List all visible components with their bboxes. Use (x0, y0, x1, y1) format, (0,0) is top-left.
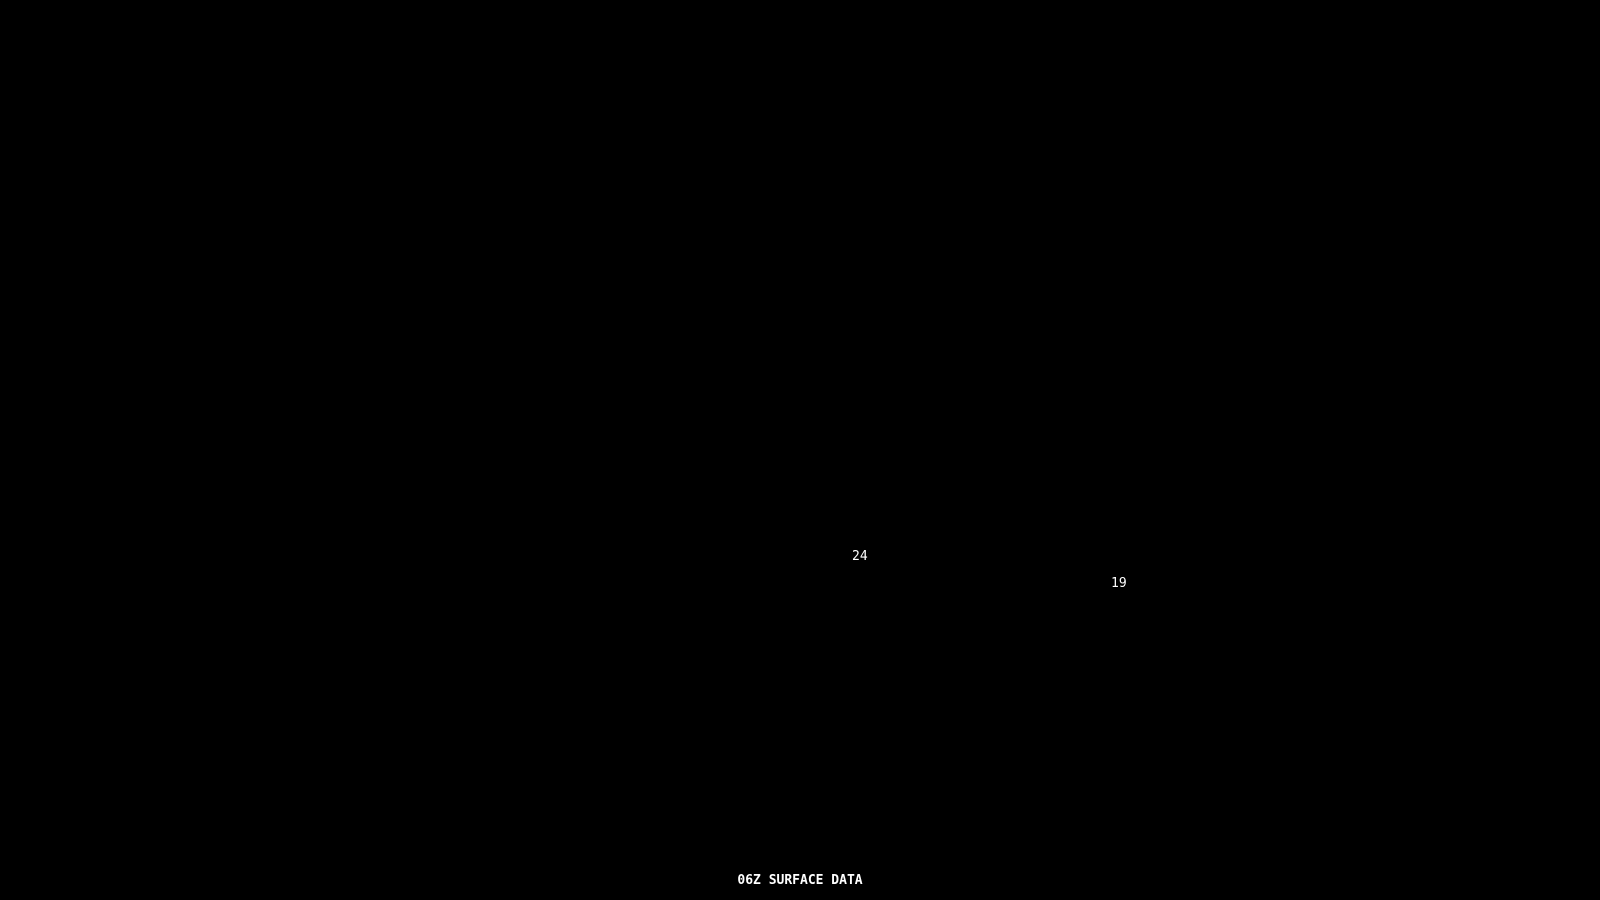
station-value: 24 (852, 549, 868, 564)
map-title: 06Z SURFACE DATA (737, 873, 863, 888)
station-value: 19 (1111, 576, 1127, 591)
